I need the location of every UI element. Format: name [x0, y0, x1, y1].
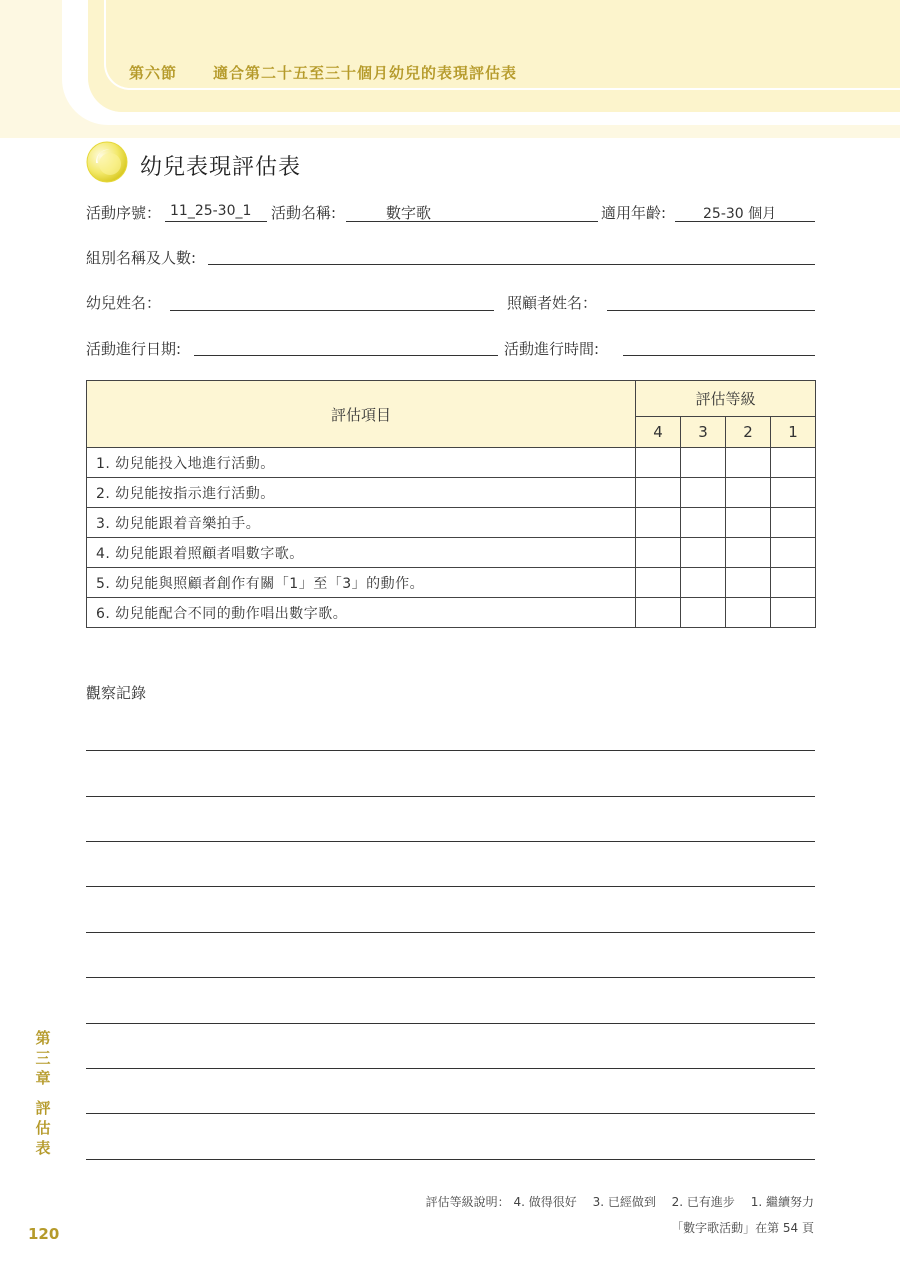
evaluation-table — [86, 380, 816, 628]
grade-cell[interactable] — [726, 508, 771, 538]
item-header: 評估項目 — [87, 381, 636, 448]
side-section-char: 評 — [35, 1099, 51, 1117]
grade-cell[interactable] — [636, 448, 681, 478]
grade-cell[interactable] — [726, 448, 771, 478]
group-label: 組別名稱及人數: — [86, 249, 197, 267]
grade-cell[interactable] — [681, 448, 726, 478]
grade-cell[interactable] — [636, 598, 681, 628]
grade-cell[interactable] — [636, 478, 681, 508]
grade-cell[interactable] — [771, 568, 816, 598]
activity-reference: 「數字歌活動」在第 54 頁 — [671, 1221, 814, 1235]
observation-line[interactable] — [86, 750, 815, 751]
observation-line[interactable] — [86, 1159, 815, 1160]
side-chapter-char: 章 — [35, 1069, 51, 1087]
grade-header: 評估等級 — [636, 381, 816, 417]
group-line — [208, 264, 815, 265]
grade-cell[interactable] — [771, 598, 816, 628]
table-row — [87, 508, 816, 538]
item-text: 5. 幼兒能與照顧者創作有關「1」至「3」的動作。 — [87, 568, 636, 598]
table-row — [87, 568, 816, 598]
date-line — [194, 355, 498, 356]
carer-name-line — [607, 310, 815, 311]
table-row — [87, 448, 816, 478]
activity-name-value: 數字歌 — [386, 204, 432, 222]
observation-title: 觀察記錄 — [86, 684, 147, 702]
page-number: 120 — [28, 1225, 60, 1243]
item-text: 2. 幼兒能按指示進行活動。 — [87, 478, 636, 508]
activity-no-value: 11_25-30_1 — [170, 203, 252, 219]
child-name-label: 幼兒姓名： — [86, 294, 162, 312]
grade-legend: 評估等級說明： 4. 做得很好 3. 已經做到 2. 已有進步 1. 繼續努力 — [425, 1195, 814, 1209]
grade-cell[interactable] — [681, 538, 726, 568]
carer-name-label: 照顧者姓名： — [507, 294, 598, 312]
grade-cell[interactable] — [636, 508, 681, 538]
activity-name-label: 活動名稱: — [271, 204, 337, 222]
child-name-line — [170, 310, 494, 311]
grade-cell[interactable] — [681, 598, 726, 628]
grade-cell[interactable] — [636, 568, 681, 598]
grade-2-header: 2 — [726, 417, 771, 448]
header-title: 適合第二十五至三十個月幼兒的表現評估表 — [213, 64, 518, 82]
item-text: 4. 幼兒能跟着照顧者唱數字歌。 — [87, 538, 636, 568]
grade-cell[interactable] — [771, 508, 816, 538]
grade-cell[interactable] — [726, 568, 771, 598]
side-section-char: 表 — [35, 1139, 51, 1157]
observation-line[interactable] — [86, 1023, 815, 1024]
grade-cell[interactable] — [771, 448, 816, 478]
item-text: 1. 幼兒能投入地進行活動。 — [87, 448, 636, 478]
grade-4-header: 4 — [636, 417, 681, 448]
activity-no-label: 活動序號： — [86, 204, 162, 222]
item-text: 3. 幼兒能跟着音樂拍手。 — [87, 508, 636, 538]
grade-cell[interactable] — [771, 538, 816, 568]
age-label: 適用年齡: — [601, 204, 667, 222]
grade-cell[interactable] — [681, 568, 726, 598]
time-line — [623, 355, 815, 356]
header-section-label: 第六節 — [129, 64, 178, 82]
side-section-char: 估 — [35, 1119, 51, 1137]
date-label: 活動進行日期: — [86, 340, 182, 358]
grade-cell[interactable] — [726, 598, 771, 628]
activity-no-line — [165, 221, 267, 222]
grade-3-header: 3 — [681, 417, 726, 448]
table-row — [87, 598, 816, 628]
table-row — [87, 538, 816, 568]
activity-name-line — [346, 221, 598, 222]
observation-line[interactable] — [86, 932, 815, 933]
observation-line[interactable] — [86, 796, 815, 797]
table-row — [87, 478, 816, 508]
grade-cell[interactable] — [726, 538, 771, 568]
observation-line[interactable] — [86, 977, 815, 978]
observation-line[interactable] — [86, 1113, 815, 1114]
grade-cell[interactable] — [771, 478, 816, 508]
grade-cell[interactable] — [636, 538, 681, 568]
observation-line[interactable] — [86, 841, 815, 842]
grade-1-header: 1 — [771, 417, 816, 448]
side-chapter-char: 第 — [35, 1029, 51, 1047]
side-chapter-char: 三 — [35, 1049, 51, 1067]
observation-line[interactable] — [86, 1068, 815, 1069]
age-value: 25-30 個月 — [703, 206, 777, 222]
bubble-icon — [86, 141, 128, 183]
grade-cell[interactable] — [726, 478, 771, 508]
time-label: 活動進行時間: — [504, 340, 600, 358]
form-title: 幼兒表現評估表 — [140, 155, 302, 180]
grade-cell[interactable] — [681, 508, 726, 538]
observation-line[interactable] — [86, 886, 815, 887]
item-text: 6. 幼兒能配合不同的動作唱出數字歌。 — [87, 598, 636, 628]
grade-cell[interactable] — [681, 478, 726, 508]
